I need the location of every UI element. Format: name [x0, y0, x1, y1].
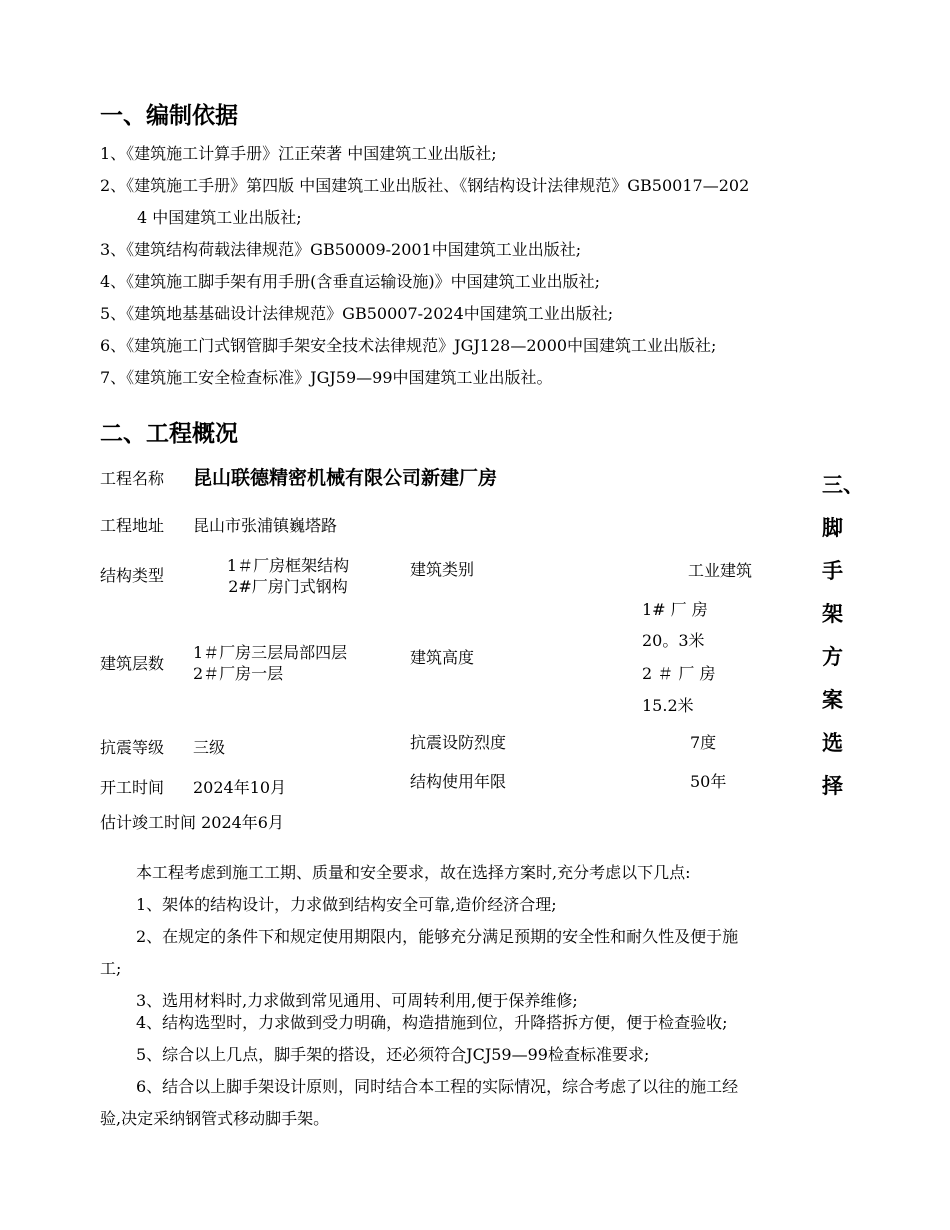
- building-height-label: 建筑高度: [410, 648, 475, 667]
- seismic-grade-value: 三级: [193, 738, 226, 757]
- completion-time: 估计竣工时间 2024年6月: [100, 813, 284, 832]
- reference-item: 7、《建筑施工安全检查标准》JGJ59—99中国建筑工业出版社。: [100, 368, 553, 387]
- building-floors-label: 建筑层数: [100, 654, 165, 673]
- heading-char: 选: [822, 731, 843, 755]
- seismic-grade-label: 抗震等级: [100, 738, 165, 757]
- paragraph-point: 1、架体的结构设计，力求做到结构安全可靠,造价经济合理;: [136, 895, 557, 914]
- project-address-value: 昆山市张浦镇巍塔路: [193, 516, 338, 535]
- building-category-value: 工业建筑: [688, 561, 753, 580]
- seismic-intensity-label: 抗震设防烈度: [410, 733, 507, 752]
- building-height-value: 1# 厂 房: [642, 600, 708, 619]
- reference-item-continuation: 4 中国建筑工业出版社;: [137, 208, 302, 227]
- heading-char: 三、: [822, 473, 864, 497]
- service-life-value: 50年: [690, 772, 727, 791]
- reference-item: 1、《建筑施工计算手册》江正荣著 中国建筑工业出版社;: [100, 144, 497, 163]
- structure-type-value-1: 1＃厂房框架结构: [226, 556, 350, 575]
- paragraph-point: 4、结构选型时，力求做到受力明确，构造措施到位，升降搭拆方便，便于检查验收;: [136, 1013, 728, 1032]
- paragraph-point: 3、选用材料时,力求做到常见通用、可周转利用,便于保养维修;: [136, 991, 578, 1010]
- heading-char: 架: [822, 602, 843, 626]
- service-life-label: 结构使用年限: [410, 772, 507, 791]
- start-time-value: 2024年10月: [193, 778, 287, 797]
- reference-item: 3、《建筑结构荷载法律规范》GB50009-2001中国建筑工业出版社;: [100, 240, 582, 259]
- building-height-value: 15.2米: [642, 696, 694, 715]
- project-name-label: 工程名称: [100, 469, 165, 488]
- section-heading-overview: 二、工程概况: [100, 421, 238, 447]
- heading-char: 择: [822, 774, 843, 798]
- project-name-value: 昆山联德精密机械有限公司新建厂房: [193, 467, 498, 489]
- section-heading-scaffold-plan: [822, 464, 862, 808]
- building-floors-value-2: 2＃厂房一层: [193, 664, 284, 683]
- paragraph-point-continuation: 验,决定采纳钢管式移动脚手架。: [100, 1109, 330, 1128]
- paragraph-point: 5、综合以上几点，脚手架的搭设，还必须符合JCJ59—99检查标准要求;: [136, 1045, 650, 1064]
- building-category-label: 建筑类别: [410, 560, 475, 579]
- heading-char: 脚: [822, 516, 843, 540]
- building-height-value: 2 ＃ 厂 房: [642, 664, 716, 683]
- paragraph-intro: 本工程考虑到施工工期、质量和安全要求，故在选择方案时,充分考虑以下几点:: [136, 863, 691, 882]
- paragraph-point: 6、结合以上脚手架设计原则，同时结合本工程的实际情况，综合考虑了以往的施工经: [136, 1077, 739, 1096]
- heading-char: 方: [822, 645, 843, 669]
- building-floors-value-1: 1＃厂房三层局部四层: [193, 643, 348, 662]
- paragraph-point-continuation: 工;: [100, 959, 122, 978]
- structure-type-value-2: 2#厂房门式钢构: [228, 577, 348, 596]
- start-time-label: 开工时间: [100, 778, 165, 797]
- reference-item: 2、《建筑施工手册》第四版 中国建筑工业出版社、《钢结构设计法律规范》GB50017—202: [100, 176, 750, 195]
- structure-type-label: 结构类型: [100, 566, 165, 585]
- project-address-label: 工程地址: [100, 516, 165, 535]
- heading-char: 手: [822, 559, 843, 583]
- paragraph-point: 2、在规定的条件下和规定使用期限内，能够充分满足预期的安全性和耐久性及便于施: [136, 927, 739, 946]
- reference-item: 5、《建筑地基基础设计法律规范》GB50007-2024中国建筑工业出版社;: [100, 304, 614, 323]
- reference-item: 4、《建筑施工脚手架有用手册(含垂直运输设施)》中国建筑工业出版社;: [100, 272, 601, 291]
- reference-item: 6、《建筑施工门式钢管脚手架安全技术法律规范》JGJ128—2000中国建筑工业出版社;: [100, 336, 717, 355]
- heading-char: 案: [822, 688, 843, 712]
- seismic-intensity-value: 7度: [690, 733, 717, 752]
- section-heading-basis: 一、编制依据: [100, 103, 238, 129]
- building-height-value: 20。3米: [642, 631, 705, 650]
